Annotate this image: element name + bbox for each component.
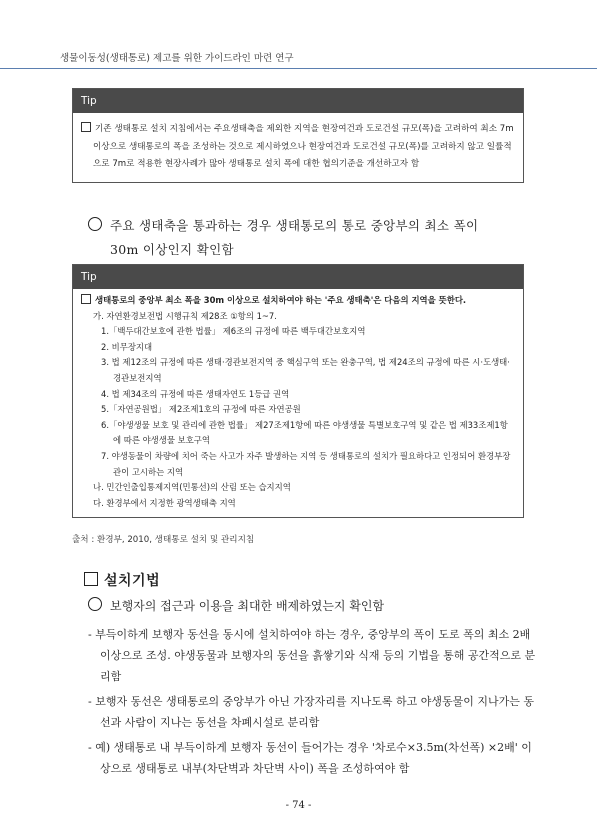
question-2: 보행자의 접근과 이용을 최대한 배제하였는지 확인함 xyxy=(88,597,384,614)
bullet-item: - 부득이하게 보행자 동선을 동시에 설치하여야 하는 경우, 중앙부의 폭이 도로 폭의 최소 2배 이상으로 조성. 야생동물과 보행자의 동선을 흙쌓기와 식재 등의 기법을 통해 공간적으로 분리함 xyxy=(88,628,536,683)
bullet-item: - 예) 생태통로 내 부득이하게 보행자 동선이 들어가는 경우 '차로수×3.5m(차선폭) ×2배' 이상으로 생태통로 내부(차단벽과 차단벽 사이) 폭을 조성하여야 함 xyxy=(88,741,532,775)
list-item: 나. 민간인출입통제지역(민통선)의 산림 또는 습지지역 xyxy=(93,482,291,493)
checkbox-icon xyxy=(81,122,91,132)
source-note: 출처 : 환경부, 2010, 생태통로 설치 및 관리지침 xyxy=(72,535,255,545)
checkbox-icon xyxy=(81,294,91,304)
running-header: 생물이동성(생태통로) 제고를 위한 가이드라인 마련 연구 xyxy=(60,53,294,64)
list-item: 4. 법 제34조의 규정에 따른 생태자연도 1등급 권역 xyxy=(101,388,290,399)
list-item: 5.「자연공원법」 제2조제1호의 규정에 따른 자연공원 xyxy=(101,404,301,415)
list-item: 6.「야생생물 보호 및 관리에 관한 법률」 제27조제1항에 따른 야생생물 특별보호구역 및 같은 법 제33조제1항에 따른 야생생물 보호구역 xyxy=(101,419,508,446)
list-item: 3. 법 제12조의 규정에 따른 생태·경관보전지역 중 핵심구역 또는 완충구역, 법 제24조의 규정에 따른 시·도생태·경관보전지역 xyxy=(101,357,510,383)
list-item: 1.「백두대간보호에 관한 법률」 제6조의 규정에 따른 백두대간보호지역 xyxy=(101,326,366,337)
tip-label: Tip xyxy=(73,89,523,113)
square-bullet-icon xyxy=(84,572,98,586)
tip-body xyxy=(73,289,523,517)
list-item: 다. 환경부에서 지정한 광역생태축 지역 xyxy=(93,497,236,508)
question-1: 주요 생태축을 통과하는 경우 생태통로의 통로 중앙부의 최소 폭이 30m 이상인지 확인함 xyxy=(88,214,528,262)
circle-bullet-icon xyxy=(88,597,102,611)
section-title: 설치기법 xyxy=(84,570,160,590)
header-rule xyxy=(0,68,597,69)
list-item: 가. 자연환경보전법 시행규칙 제28조 ①항의 1~7. xyxy=(93,310,277,321)
tip-body xyxy=(73,113,523,182)
page-number: - 74 - xyxy=(285,800,312,811)
bullet-item: - 보행자 동선은 생태통로의 중앙부가 아닌 가장자리를 지나도록 하고 야생동물이 지나가는 동선과 사람이 지나는 동선을 차폐시설로 분리함 xyxy=(88,695,534,729)
tip-text: 기존 생태통로 설치 지침에서는 주요생태축을 제외한 지역을 현장여건과 도로건설 규모(폭)을 고려하여 최소 7m이상으로 생태통로의 폭을 조성하는 것으로 제시하였으나 현장여건과 도로건설 규모(폭)를 고려하지 않고 일률적으로 7m로 적용한 현장사례가 많아 생태통로 설치 폭에 대한 협의기준을 개선하고자 함 xyxy=(81,121,515,174)
tip-box-2 xyxy=(72,264,524,518)
bullet-list xyxy=(88,624,536,783)
tip-label: Tip xyxy=(73,265,523,289)
tip-lead: 생태통로의 중앙부 최소 폭을 30m 이상으로 설치하여야 하는 '주요 생태축'은 다음의 지역을 뜻한다. xyxy=(81,293,515,309)
list-item: 2. 비무장지대 xyxy=(101,341,153,352)
list-item: 7. 야생동물이 차량에 치어 죽는 사고가 자주 발생하는 지역 등 생태통로의 설치가 필요하다고 인정되어 환경부장관이 고시하는 지역 xyxy=(101,450,511,477)
tip-box-1 xyxy=(72,88,524,183)
circle-bullet-icon xyxy=(88,217,102,231)
